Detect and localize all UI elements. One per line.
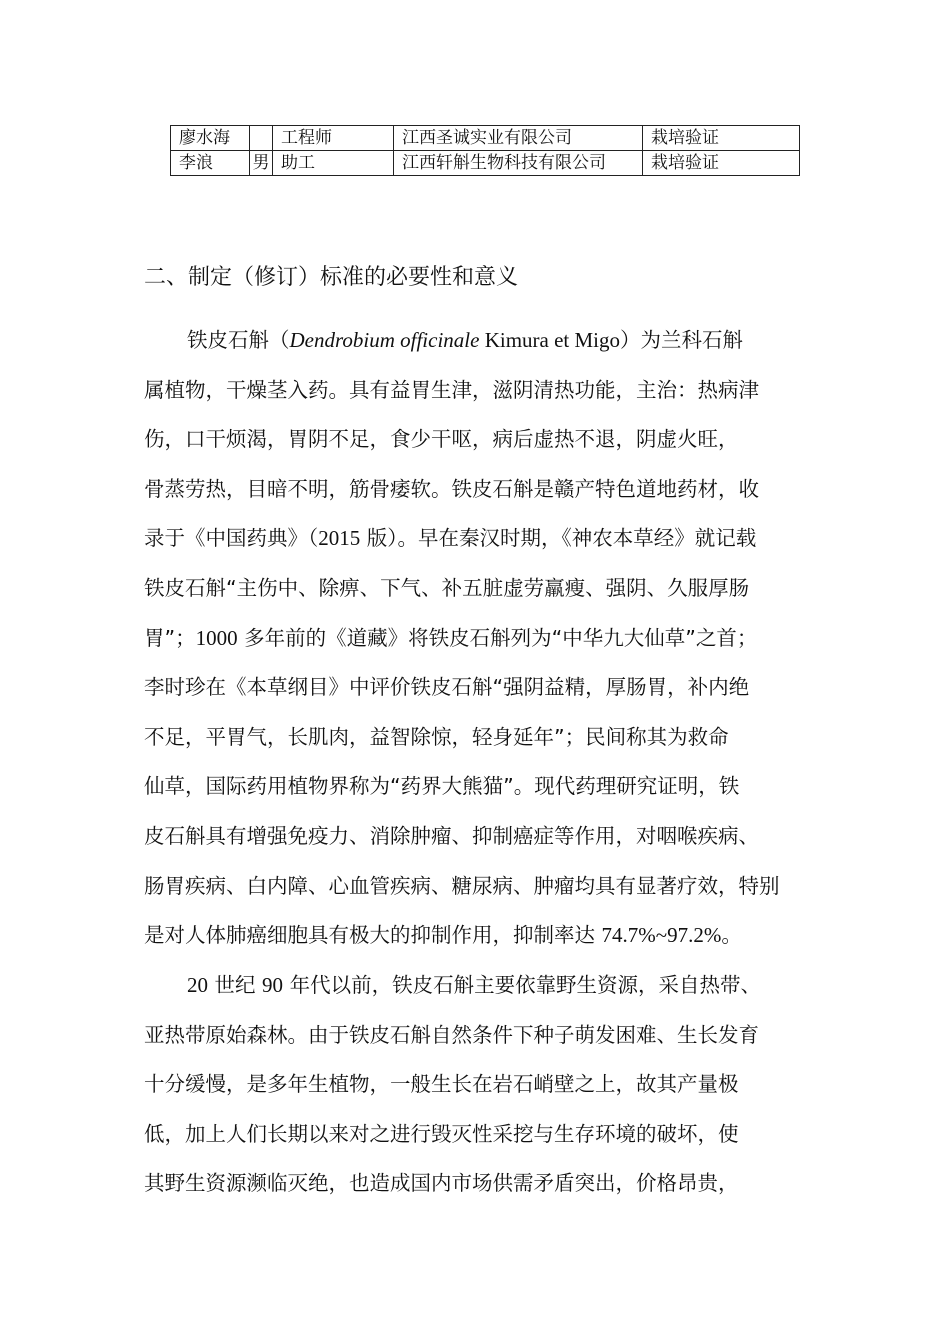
organization-cell: 江西圣诚实业有限公司 [394, 126, 643, 151]
name-cell: 李浪 [171, 151, 250, 176]
title-cell: 助工 [273, 151, 394, 176]
text-line: 皮石斛具有增强免疫力、消除肿瘤、抑制癌症等作用，对咽喉疾病、 [144, 823, 759, 848]
text-line: 亚热带原始森林。由于铁皮石斛自然条件下种子萌发困难、生长发育 [144, 1022, 759, 1047]
table-row [171, 151, 800, 176]
text-run: 胃”； [144, 625, 196, 650]
authority-name: Kimura et Migo [479, 328, 621, 352]
text-line [144, 614, 809, 664]
section-heading: 二、制定（修订）标准的必要性和意义 [144, 265, 519, 290]
sex-cell [250, 126, 273, 151]
text-run: ）为兰科石斛 [620, 328, 744, 352]
text-line [144, 961, 809, 1011]
text-run: 铁皮石斛（ [187, 328, 290, 352]
organization-cell: 江西轩斛生物科技有限公司 [394, 151, 643, 176]
text-run: 是对人体肺癌细胞具有极大的抑制作用，抑制率达 [144, 923, 602, 948]
scientific-name: Dendrobium officinale [289, 328, 480, 352]
text-run: 年代以前，铁皮石斛主要依靠野生资源，采自热带、 [283, 973, 762, 997]
text-line: 李时珍在《本草纲目》中评价铁皮石斛“强阴益精，厚肠胃，补内绝 [144, 675, 750, 700]
number: 90 [262, 973, 284, 997]
role-cell: 栽培验证 [643, 126, 800, 151]
text-line: 不足，平胃气，长肌肉，益智除惊，轻身延年”；民间称其为救命 [144, 724, 729, 749]
name-cell: 廖水海 [171, 126, 250, 151]
text-line [144, 514, 809, 564]
text-line [144, 316, 809, 366]
text-line: 铁皮石斛“主伤中、除痹、下气、补五脏虚劳羸瘦、强阴、久服厚肠 [144, 575, 750, 600]
paragraph-history [144, 961, 809, 1209]
role-cell: 栽培验证 [643, 151, 800, 176]
text-line: 骨蒸劳热，目暗不明，筋骨痿软。铁皮石斛是赣产特色道地药材，收 [144, 476, 759, 501]
text-run: 录于《中国药典》（ [144, 526, 319, 551]
text-line: 肠胃疾病、白内障、心血管疾病、糖尿病、肿瘤均具有显著疗效，特别 [144, 873, 780, 898]
text-line: 伤，口干烦渴，胃阴不足，食少干呕，病后虚热不退，阴虚火旺， [144, 427, 739, 452]
percentage-range: 74.7%~97.2% [601, 923, 722, 948]
text-run: 多年前的《道藏》将铁皮石斛列为“中华九大仙草”之首； [237, 625, 758, 650]
text-run: 世纪 [208, 973, 263, 997]
number: 1000 [195, 625, 238, 650]
text-line: 低，加上人们长期以来对之进行毁灭性采挖与生存环境的破坏，使 [144, 1121, 739, 1146]
paragraph-significance [144, 316, 809, 961]
personnel-table [170, 125, 800, 176]
number: 20 [187, 973, 208, 997]
text-line [144, 911, 809, 961]
text-line: 属植物，干燥茎入药。具有益胃生津，滋阴清热功能，主治：热病津 [144, 377, 759, 402]
sex-cell: 男 [250, 151, 273, 176]
table-row [171, 126, 800, 151]
text-line: 仙草，国际药用植物界称为“药界大熊猫”。现代药理研究证明，铁 [144, 774, 740, 799]
text-run: 版）。早在秦汉时期，《神农本草经》就记载 [360, 526, 757, 551]
year-number: 2015 [318, 526, 361, 551]
text-run: 。 [721, 923, 742, 948]
text-line: 十分缓慢，是多年生植物，一般生长在岩石峭壁之上，故其产量极 [144, 1072, 739, 1097]
title-cell: 工程师 [273, 126, 394, 151]
text-line: 其野生资源濒临灭绝，也造成国内市场供需矛盾突出，价格昂贵， [144, 1171, 739, 1196]
